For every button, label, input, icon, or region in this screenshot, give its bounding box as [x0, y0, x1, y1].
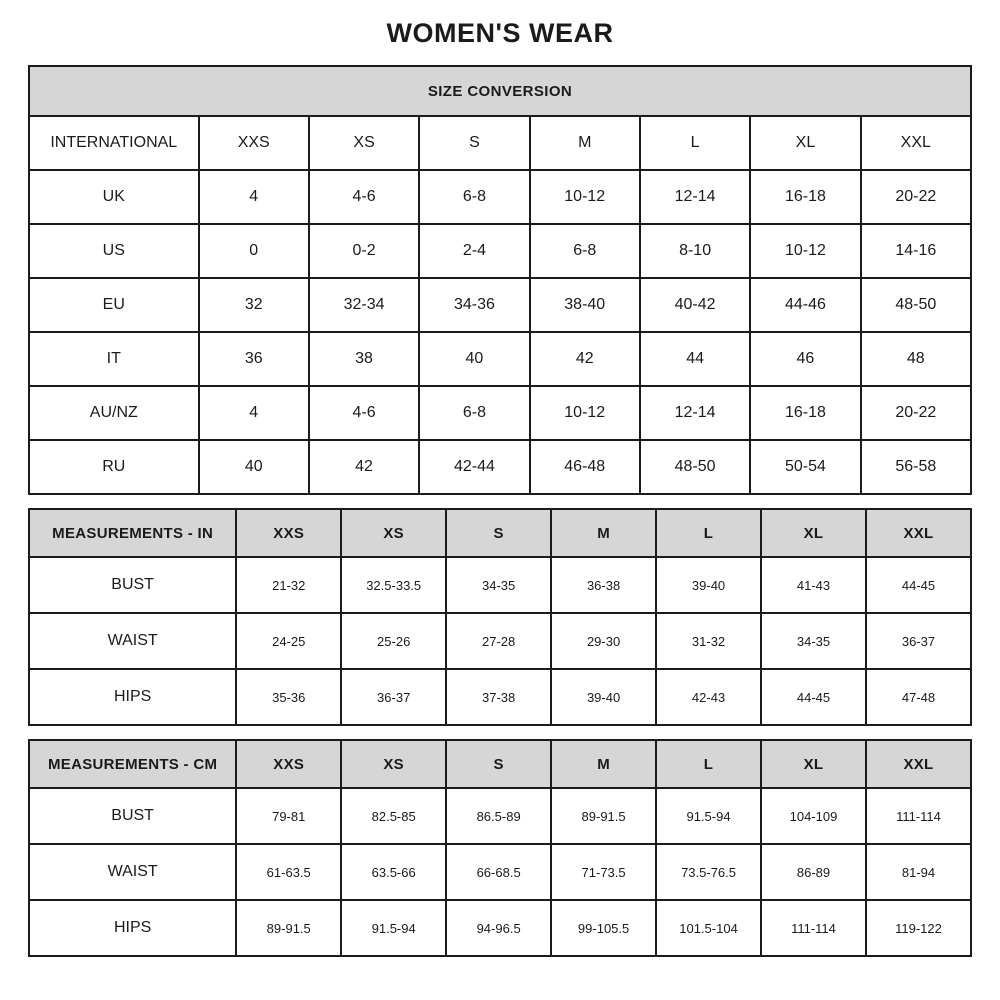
column-header-size: L [640, 116, 750, 170]
measurement-value-cell: 71-73.5 [551, 844, 656, 900]
size-value-cell: 4 [199, 170, 309, 224]
column-header-size: XS [341, 740, 446, 788]
measurement-value-cell: 94-96.5 [446, 900, 551, 956]
measurement-value-cell: 91.5-94 [341, 900, 446, 956]
size-value-cell: 10-12 [530, 386, 640, 440]
size-value-cell: 46-48 [530, 440, 640, 494]
size-value-cell: 42 [530, 332, 640, 386]
size-conversion-columns-row [29, 116, 971, 170]
measurement-value-cell: 99-105.5 [551, 900, 656, 956]
measurement-value-cell: 36-37 [866, 613, 971, 669]
size-value-cell: 38 [309, 332, 419, 386]
size-value-cell: 56-58 [861, 440, 971, 494]
size-value-cell: 32 [199, 278, 309, 332]
column-header-size: XL [750, 116, 860, 170]
column-header-size: S [419, 116, 529, 170]
size-conversion-row [29, 332, 971, 386]
column-header-size: M [551, 509, 656, 557]
measurement-label: BUST [29, 557, 236, 613]
size-value-cell: 48-50 [640, 440, 750, 494]
measurements-table-title: MEASUREMENTS - IN [29, 509, 236, 557]
measurement-label: HIPS [29, 900, 236, 956]
size-value-cell: 0 [199, 224, 309, 278]
measurement-value-cell: 39-40 [551, 669, 656, 725]
measurement-label: WAIST [29, 613, 236, 669]
size-conversion-title-row [29, 66, 971, 116]
measurement-row [29, 613, 971, 669]
measurement-value-cell: 86.5-89 [446, 788, 551, 844]
size-value-cell: 32-34 [309, 278, 419, 332]
measurement-value-cell: 24-25 [236, 613, 341, 669]
column-header-size: XXL [866, 740, 971, 788]
size-conversion-row [29, 224, 971, 278]
measurements-cm-table [28, 739, 972, 957]
size-conversion-row [29, 440, 971, 494]
measurement-value-cell: 101.5-104 [656, 900, 761, 956]
measurement-value-cell: 66-68.5 [446, 844, 551, 900]
size-value-cell: 48-50 [861, 278, 971, 332]
measurement-value-cell: 73.5-76.5 [656, 844, 761, 900]
measurement-value-cell: 35-36 [236, 669, 341, 725]
measurement-row [29, 557, 971, 613]
measurement-value-cell: 111-114 [866, 788, 971, 844]
size-value-cell: 42-44 [419, 440, 529, 494]
column-header-size: XL [761, 740, 866, 788]
measurement-value-cell: 47-48 [866, 669, 971, 725]
column-header-size: XXS [236, 740, 341, 788]
size-value-cell: 20-22 [861, 386, 971, 440]
column-header-size: XS [309, 116, 419, 170]
measurement-value-cell: 119-122 [866, 900, 971, 956]
measurement-row [29, 788, 971, 844]
measurement-label: BUST [29, 788, 236, 844]
measurement-value-cell: 32.5-33.5 [341, 557, 446, 613]
measurement-row [29, 669, 971, 725]
measurements-cm-header-row [29, 740, 971, 788]
measurement-value-cell: 29-30 [551, 613, 656, 669]
measurement-value-cell: 39-40 [656, 557, 761, 613]
column-header-size: M [530, 116, 640, 170]
size-value-cell: 46 [750, 332, 860, 386]
size-value-cell: 34-36 [419, 278, 529, 332]
region-label: US [29, 224, 199, 278]
measurement-value-cell: 36-37 [341, 669, 446, 725]
column-header-size: S [446, 509, 551, 557]
column-header-size: XXL [861, 116, 971, 170]
measurement-value-cell: 42-43 [656, 669, 761, 725]
size-value-cell: 12-14 [640, 386, 750, 440]
size-conversion-row [29, 278, 971, 332]
measurement-value-cell: 36-38 [551, 557, 656, 613]
size-value-cell: 4 [199, 386, 309, 440]
measurement-value-cell: 79-81 [236, 788, 341, 844]
size-value-cell: 40-42 [640, 278, 750, 332]
column-header-size: L [656, 740, 761, 788]
size-conversion-row [29, 170, 971, 224]
size-value-cell: 6-8 [419, 170, 529, 224]
size-value-cell: 38-40 [530, 278, 640, 332]
measurement-value-cell: 86-89 [761, 844, 866, 900]
size-value-cell: 50-54 [750, 440, 860, 494]
measurement-row [29, 900, 971, 956]
region-label: AU/NZ [29, 386, 199, 440]
measurement-value-cell: 89-91.5 [236, 900, 341, 956]
size-value-cell: 4-6 [309, 386, 419, 440]
region-label: UK [29, 170, 199, 224]
column-header-size: XL [761, 509, 866, 557]
size-value-cell: 48 [861, 332, 971, 386]
region-label: RU [29, 440, 199, 494]
column-header-size: XXS [236, 509, 341, 557]
measurement-row [29, 844, 971, 900]
measurement-value-cell: 44-45 [866, 557, 971, 613]
size-value-cell: 10-12 [750, 224, 860, 278]
measurement-label: WAIST [29, 844, 236, 900]
measurements-in-table [28, 508, 972, 726]
size-value-cell: 20-22 [861, 170, 971, 224]
measurements-in-header-row [29, 509, 971, 557]
measurement-value-cell: 31-32 [656, 613, 761, 669]
size-value-cell: 44 [640, 332, 750, 386]
measurement-value-cell: 27-28 [446, 613, 551, 669]
size-value-cell: 6-8 [419, 386, 529, 440]
size-value-cell: 40 [199, 440, 309, 494]
column-header-size: L [656, 509, 761, 557]
measurement-value-cell: 63.5-66 [341, 844, 446, 900]
measurement-value-cell: 25-26 [341, 613, 446, 669]
column-header-size: M [551, 740, 656, 788]
measurement-value-cell: 21-32 [236, 557, 341, 613]
measurement-value-cell: 104-109 [761, 788, 866, 844]
measurement-value-cell: 34-35 [446, 557, 551, 613]
measurement-value-cell: 111-114 [761, 900, 866, 956]
measurement-value-cell: 44-45 [761, 669, 866, 725]
column-header-size: XXS [199, 116, 309, 170]
measurements-table-title: MEASUREMENTS - CM [29, 740, 236, 788]
size-value-cell: 2-4 [419, 224, 529, 278]
measurement-label: HIPS [29, 669, 236, 725]
size-value-cell: 40 [419, 332, 529, 386]
measurement-value-cell: 82.5-85 [341, 788, 446, 844]
size-conversion-table [28, 65, 972, 495]
measurement-value-cell: 91.5-94 [656, 788, 761, 844]
size-conversion-title: SIZE CONVERSION [29, 66, 971, 116]
size-value-cell: 8-10 [640, 224, 750, 278]
size-value-cell: 6-8 [530, 224, 640, 278]
region-label: EU [29, 278, 199, 332]
size-conversion-row [29, 386, 971, 440]
size-value-cell: 0-2 [309, 224, 419, 278]
measurement-value-cell: 81-94 [866, 844, 971, 900]
measurement-value-cell: 41-43 [761, 557, 866, 613]
size-value-cell: 16-18 [750, 170, 860, 224]
measurement-value-cell: 61-63.5 [236, 844, 341, 900]
size-value-cell: 36 [199, 332, 309, 386]
size-value-cell: 16-18 [750, 386, 860, 440]
size-value-cell: 10-12 [530, 170, 640, 224]
column-header-region: INTERNATIONAL [29, 116, 199, 170]
size-value-cell: 4-6 [309, 170, 419, 224]
column-header-size: XXL [866, 509, 971, 557]
measurement-value-cell: 89-91.5 [551, 788, 656, 844]
measurement-value-cell: 37-38 [446, 669, 551, 725]
column-header-size: XS [341, 509, 446, 557]
measurement-value-cell: 34-35 [761, 613, 866, 669]
size-value-cell: 42 [309, 440, 419, 494]
page-title: WOMEN'S WEAR [386, 18, 614, 48]
size-value-cell: 12-14 [640, 170, 750, 224]
size-value-cell: 44-46 [750, 278, 860, 332]
size-value-cell: 14-16 [861, 224, 971, 278]
column-header-size: S [446, 740, 551, 788]
region-label: IT [29, 332, 199, 386]
